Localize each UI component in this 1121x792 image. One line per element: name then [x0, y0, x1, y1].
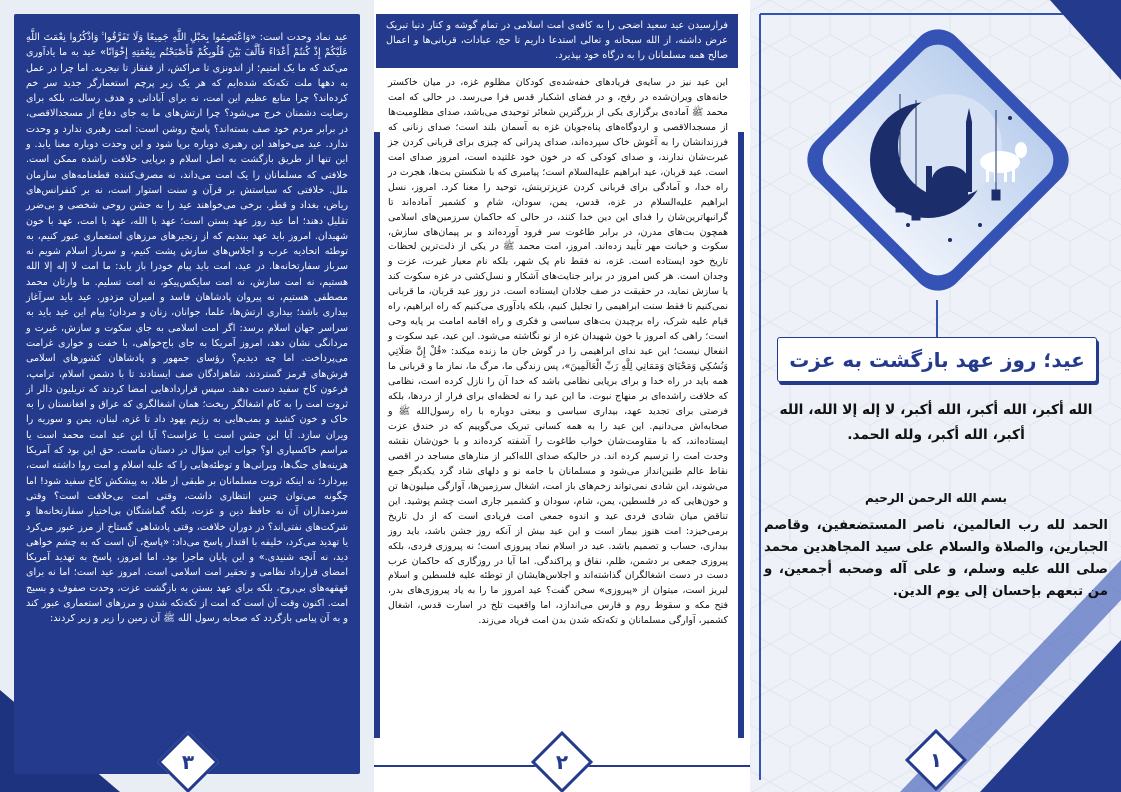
intro-text: الحمد لله رب العالمين، ناصر المستضعفين، وقاصم الجبارين، والصلاة والسلام على سيد المجاهدين محمد صلى الله عليه وسلم، و على آله وصحبه أجمعين، و من تبعهم بإحسان إلى يوم الدين. — [764, 518, 1108, 599]
page-number: ۳ — [181, 750, 195, 774]
article-text-3: عید نماد وحدت است: «وَاعْتَصِمُوا بِحَبْلِ اللَّهِ جَمِيعًا وَلَا تَفَرَّقُوا ۚ وَاذْكُرُوا نِعْمَتَ اللَّهِ عَلَيْكُمْ إِذْ كُنتُمْ أَعْدَاءً فَأَلَّفَ بَيْنَ قُلُوبِكُمْ فَأَصْبَحْتُم بِنِعْمَتِهِ إِخْوَانًا» عید به ما یادآوری می‌کند که ما یک امتیم؛ از اندونزی تا مراکش، از قفقاز تا نیجریه. اما چرا در عمل به دهها ملت تکه‌تکه شده‌ایم که هر یک زیر پرچم استعمارگر جدید سر خم کرده‌اند؟ چرا منابع عظیم این امت، نه برای آبادانی و هدف رسالت، بلکه برای رضایت دشمنان خرج می‌شود؟ چرا ارتش‌های ما به جای دفاع از مسجدالاقصی، در برابر مردم خود صف بسته‌اند؟ پاسخ روشن است: امت رهبری ندارد و وحدت ندارد. عید می‌خواهد این رهبری دوباره برپا شود و این وحدت دوباره معنا یابد. و این تنها از طریق بازگشت به اصل اسلام و برپایی خلافت راشده ممکن است. خلافتی که مسلمانان را یک امت می‌داند، نه مصرف‌کننده قطعنامه‌های سازمان ملل. خلافتی که سیاستش بر قرآن و سنت استوار است، نه بر کنفرانس‌های ریاض، بغداد و قطر. برخی می‌خواهند عید را به جشن روحی شخصی و بی‌ضرر تقلیل دهند؛ اما عید روز عهد بستن است؛ عهد با الله، عهد با امت، عهد با خون شهیدان. امروز باید عهد ببندیم که از زنجیرهای مرزهای استعماری عبور کنیم، به توطئه اتحادیه عرب و اجلاس‌های سازش پشت کنیم، و سرباز اسلام شویم نه سرباز سفارتخانه‌ها. در عید، امت باید پیام خودرا باز یابد: ما امت لا إله إلا الله هستیم، نه امت سازش، نه امت سایکس‌پیکو، نه امت تسلیم. ما وارثان محمد مصطفی هستیم، نه پیروان پادشاهان فاسد و امیران مزدور. عید باید سرآغاز بیداری باشد؛ بیداری ارتش‌ها، علما، جوانان، زنان و مردان؛ پیام این عید باید به سراسر جهان اسلام برسد: اگر امت اسلامی به جای سکوت و سازش، غیرت و مردانگی نشان دهد، امروز آمریکا به جای باج‌خواهی، با خفت و خواری غرامت می‌پرداخت. اما چه دیدیم؟ رؤسای جمهور و پادشاهان کشورهای اسلامی فرش‌های قرمز گستردند، شاهزادگان صف ایستادند تا با دشمن اسلام، ترامپ، فرعون کاخ سفید دست دهند. سپس قراردادهایی امضا کردند که تریلیون دالر از ثروت امت را به کام اشغالگر ریخت؛ همان اشغالگری که عراق و افغانستان را به خاک و خون کشید و بمب‌هایی به رژیم یهود داد تا غزه، لبنان، یمن و سوریه را ویران سازد. آیا این جشن است یا عزاست؟ آیا این عید امت محمد است یا مراسم خاکسپاری او؟ جواب این سؤال در دستان ماست. حق این بود که آمریکا هزینه‌های جنگ‌ها، ویرانی‌ها و توطئه‌هایی را که علیه اسلام و امت روا داشته است، بپردازد؛ نه اینکه ثروت مسلمانان بر طبقی از طلا، به پیشکش کاخ سفید شود! اما چگونه می‌توان چنین انتظاری داشت، وقتی امت بی‌خلافت است؟ وقتی سردمداران آن نه حافظ دین و عزت، بلکه گماشتگان بی‌اختیار سفارتخانه‌ها و شرکت‌های نفتی‌اند؟ در دوران خلافت، وقتی پادشاهی گستاخ از مرز عبور می‌کرد یا تهدید می‌کرد، خلیفه با اقتدار پاسخ می‌داد: «پاسخ، آن است که به چشم خواهی دید، نه آنچه شنیدی.» و این پایان ماجرا بود. اما امروز، پاسخ به تهدید آمریکا امضای قرارداد نظامی و تحقیر امت اسلامی است. امروز عید است؛ اما نه برای قهقهه‌های بی‌روح، بلکه برای عهد بستن به بازگشت عزت، وحدت صفوف و بسیج امت. اکنون وقت آن است که امت از تکه‌تکه شدن و مرزهای استعماری عبور کند و به آن پیامی بازگردد که صحابه رسول الله ﷺ آن زمین را زیر و زبر کردند: — [26, 32, 348, 625]
takbir-text: الله أكبر، الله أكبر، الله أكبر، لا إله إلا الله، الله أكبر، الله أكبر، ولله الحمد. — [779, 402, 1093, 443]
connector-line — [932, 300, 942, 340]
article-text-2: این عید نیز در سایه‌ی فریادهای خفه‌شده‌ی کودکان مظلوم غزه، در میان خاکستر خانه‌های ویران‌شده در رفح، و در فضای اشکبار قدس فرا می‌رسد. در حالی که امت محمد ﷺ آماده‌ی برگزاری یکی از بزرگترین شعائر توحیدی می‌باشد، صدای مظلومیت‌ها از مسجدالاقصی و اردوگاه‌های پناه‌جویان غزه به آسمان بلند است؛ صدای زنانی که فرزندانشان را به آغوش خاک سپرده‌اند، صدای پدرانی که چیزی برای قربانی کردن جز غیرت‌شان ندارند، و صدای کودکی که در خون خود غلتیده است، امروز صدای امت است. عید قربان، عید ابراهیم علیه‌السلام است؛ پیامبری که با شکستن بت‌ها، هجرت در راه خدا، و آمادگی برای قربانی کردن عزیزترینش، توحید را معنا کرد. امروز، نسل ابراهیم علیه‌السلام در غزه، قدس، یمن، سودان، شام و کشمیر آماده‌اند تا گرانبهاترین‌شان را فدای این دین خدا کنند، در حالی که حاکمان سرزمین‌های اسلامی همچون بت‌های مدرن، در برابر طاغوت سر فرود آورده‌اند و بر پیمان‌های سازش، سکوت و خیانت مهر تأیید زده‌اند. امروز، امت محمد ﷺ در یکی از ذلت‌ترین لحظات تاریخ خود ایستاده است. غزه، نه فقط نام یک شهر، بلکه نام معیار غیرت، عزت و وجدان است. هر کس امروز در برابر جنایت‌های آشکار و نسل‌کشی در غزه سکوت کند یا سازش نماید، در حقیقت در صف جلادان ایستاده است. در روز عید قربان، ما قربانی نمی‌کنیم تا فقط سنت ابراهیمی را تجلیل کنیم، بلکه یادآوری می‌کنیم که راه ابراهیم، راه قیام علیه شرک، راه برچیدن بت‌های سیاسی و فکری و راه اقامه امامت بر پایه وحی است؛ راهی که امروز با خون شهیدان غزه از نو نگاشته می‌شود. این عید، عید سکوت و انفعال نیست؛ این عید ندای ابراهیمی را در گوش جان ما زنده میکند: «قُلْ إِنَّ صَلَاتِي وَنُسُكِي وَمَحْيَايَ وَمَمَاتِي لِلَّهِ رَبِّ الْعَالَمِينَ»، پس زندگی ما، مرگ ما، نماز ما و قربانی ما همه باید در راه خدا و برای برپایی نظامی باشد که خدا آن را نازل کرده است، نظامی که خلافت راشده‌ای بر منهاج نبوت. ما این عید را نه لحظه‌ای برای فرار از دردها، بلکه فرصتی برای تجدید عهد، بیداری سیاسی و بیعتی دوباره با راه رسول‌الله ﷺ و صحابه‌اش می‌دانیم. این عید را به همه کسانی تبریک می‌گوییم که در خندق عزت ایستاده‌اند، که با مقاومت‌شان خواب طاغوت را آشفته کرده‌اند و با خون‌شان نقشه وحدت امت را ترسیم کرده اند. در حالیکه صدای الله‌اکبر از منارهای مساجد در اقصی نقاط عالم طنین‌انداز می‌شود و مسلمانان با جامه نو و دلهای شاد گرد یکدیگر جمع می‌شوند، این شادی نمی‌تواند زخم‌های باز امت، اشغال سرزمین‌ها، آوارگی میلیون‌ها تن و خون‌هایی که در فلسطین، یمن، شام، سودان و کشمیر جاری است چشم پوشید. این تناقض میان شادی فردی عید و اندوه جمعی امت فریادی است که از دل تاریخ برمی‌خیزد: امت هنوز بیمار است و این عید بیش از آنکه روز جشن باشد، باید روز بیداری، حساب و تصمیم باشد. عید در اسلام نماد پیروزی است؛ نه پیروزی فردی، بلکه پیروزی جمعی بر دشمن، ظلم، نفاق و پراکندگی. اما آیا در روزگاری که حاکمان عرب دست در دست اشغالگران گذاشته‌اند و اجلاس‌هایشان از توطئه علیه فلسطین و اسلام لبریز است، میتوان از «پیروزی» سخن گفت؟ عید امروز ما را به یاد پیروزی‌های بدر، فتح مکه و سقوط روم و فارس می‌اندازد، اما واقعیت تلخ در اسارت قدس، اشغال کشمیر، آوارگی مسلمانان و تکه‌تکه شدن بدن امت فریاد می‌زند. — [388, 77, 728, 627]
greeting-box — [376, 14, 738, 68]
right-divider-bar — [738, 132, 744, 738]
cover-title-box — [777, 337, 1097, 382]
cover-title: عید؛ روز عهد بازگشت به عزت — [789, 347, 1085, 372]
bismillah-text: بسم الله الرحمن الرحيم — [864, 491, 1008, 505]
page-2 — [374, 0, 750, 792]
page-3 — [0, 0, 374, 792]
eid-illustration — [800, 10, 1076, 310]
article-column-2 — [388, 76, 728, 629]
left-divider-bar — [374, 132, 380, 738]
page-1-cover — [750, 0, 1121, 792]
page-number: ۱ — [929, 748, 943, 772]
page-number: ۲ — [555, 750, 569, 774]
article-column-3 — [14, 14, 360, 774]
greeting-text: فرارسیدن عید سعید اضحی را به کافه‌ی امت اسلامی در تمام گوشه و کنار دنیا تبریک عرض داشته، از الله سبحانه و تعالی استدعا داریم تا حج، عبادات، قربانی‌ها و اعمال صالح همه مسلمانان را به درگاه خود بپذیرد. — [386, 20, 728, 61]
